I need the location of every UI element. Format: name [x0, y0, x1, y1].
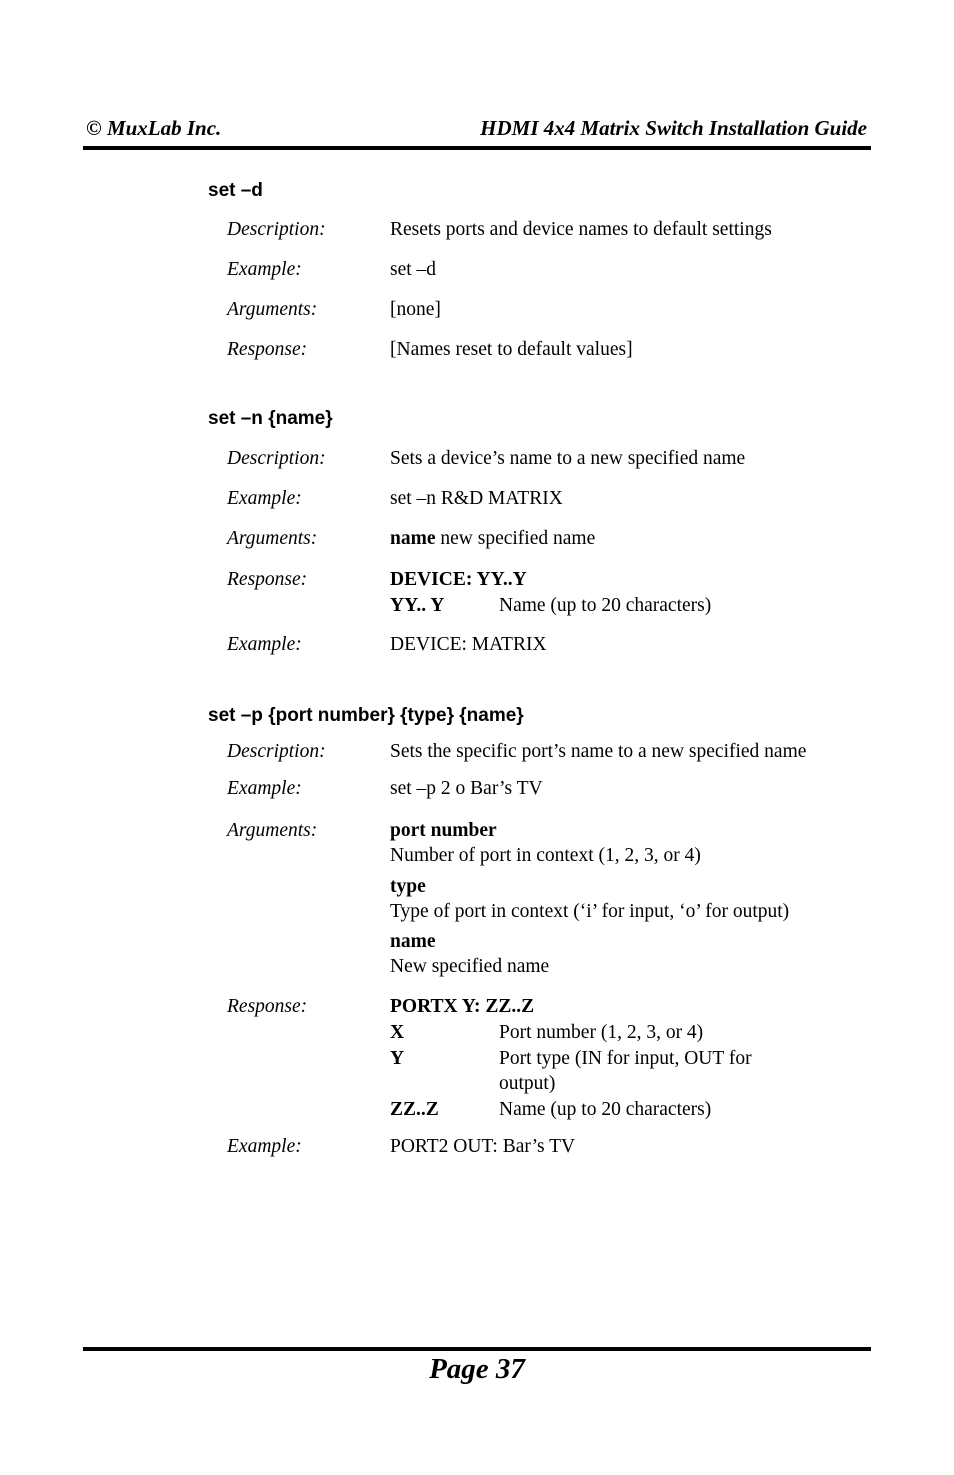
argument-name: type [390, 876, 426, 897]
response-key: ZZ..Z [390, 1099, 439, 1120]
response-label: Response: [227, 339, 308, 360]
description-text: Resets ports and device names to default settings [390, 219, 772, 240]
argument-description: New specified name [390, 956, 550, 977]
response-key-description: Port number (1, 2, 3, or 4) [499, 1022, 704, 1043]
section-title-set-p: set –p {port number} {type} {name} [208, 705, 524, 726]
description-label: Description: [227, 219, 326, 240]
example-text: set –p 2 o Bar’s TV [390, 778, 543, 799]
section-title-set-d: set –d [208, 180, 263, 201]
argument-description: Type of port in context (‘i’ for input, ‘o’ for output) [390, 901, 790, 922]
response-key-description-continued: output) [499, 1073, 556, 1094]
example-label: Example: [227, 778, 302, 799]
response-label: Response: [227, 569, 308, 590]
section-title-set-n: set –n {name} [208, 408, 333, 429]
example-response-text: PORT2 OUT: Bar’s TV [390, 1136, 576, 1157]
argument-description: Number of port in context (1, 2, 3, or 4) [390, 845, 701, 866]
argument-name: name [390, 528, 436, 549]
argument-name: port number [390, 820, 497, 841]
arguments-label: Arguments: [227, 299, 318, 320]
response-format: DEVICE: YY..Y [390, 569, 527, 590]
example-label: Example: [227, 634, 302, 655]
response-key-description: Port type (IN for input, OUT for [499, 1048, 752, 1069]
arguments-text: [none] [390, 299, 441, 320]
response-key-description: Name (up to 20 characters) [499, 595, 712, 616]
example-text: set –d [390, 259, 437, 280]
example-label: Example: [227, 1136, 302, 1157]
example-label: Example: [227, 488, 302, 509]
header-rule [83, 146, 871, 150]
description-text: Sets a device’s name to a new specified name [390, 448, 746, 469]
response-key-description: Name (up to 20 characters) [499, 1099, 712, 1120]
page-number: Page 37 [429, 1353, 525, 1385]
response-key: YY.. Y [390, 595, 445, 616]
response-format: PORTX Y: ZZ..Z [390, 996, 535, 1017]
header-company: © MuxLab Inc. [86, 116, 222, 140]
arguments-label: Arguments: [227, 820, 318, 841]
response-text: [Names reset to default values] [390, 339, 633, 360]
argument-name: name [390, 931, 436, 952]
example-response-text: DEVICE: MATRIX [390, 634, 547, 655]
response-key: X [390, 1022, 405, 1043]
example-label: Example: [227, 259, 302, 280]
header-document-title: HDMI 4x4 Matrix Switch Installation Guide [480, 116, 867, 140]
description-text: Sets the specific port’s name to a new specified name [390, 741, 807, 762]
arguments-label: Arguments: [227, 528, 318, 549]
argument-description: new specified name [435, 528, 596, 549]
response-key: Y [390, 1048, 405, 1069]
description-label: Description: [227, 448, 326, 469]
response-label: Response: [227, 996, 308, 1017]
argument-line [390, 528, 595, 550]
description-label: Description: [227, 741, 326, 762]
footer-rule [83, 1347, 871, 1351]
example-text: set –n R&D MATRIX [390, 488, 563, 509]
